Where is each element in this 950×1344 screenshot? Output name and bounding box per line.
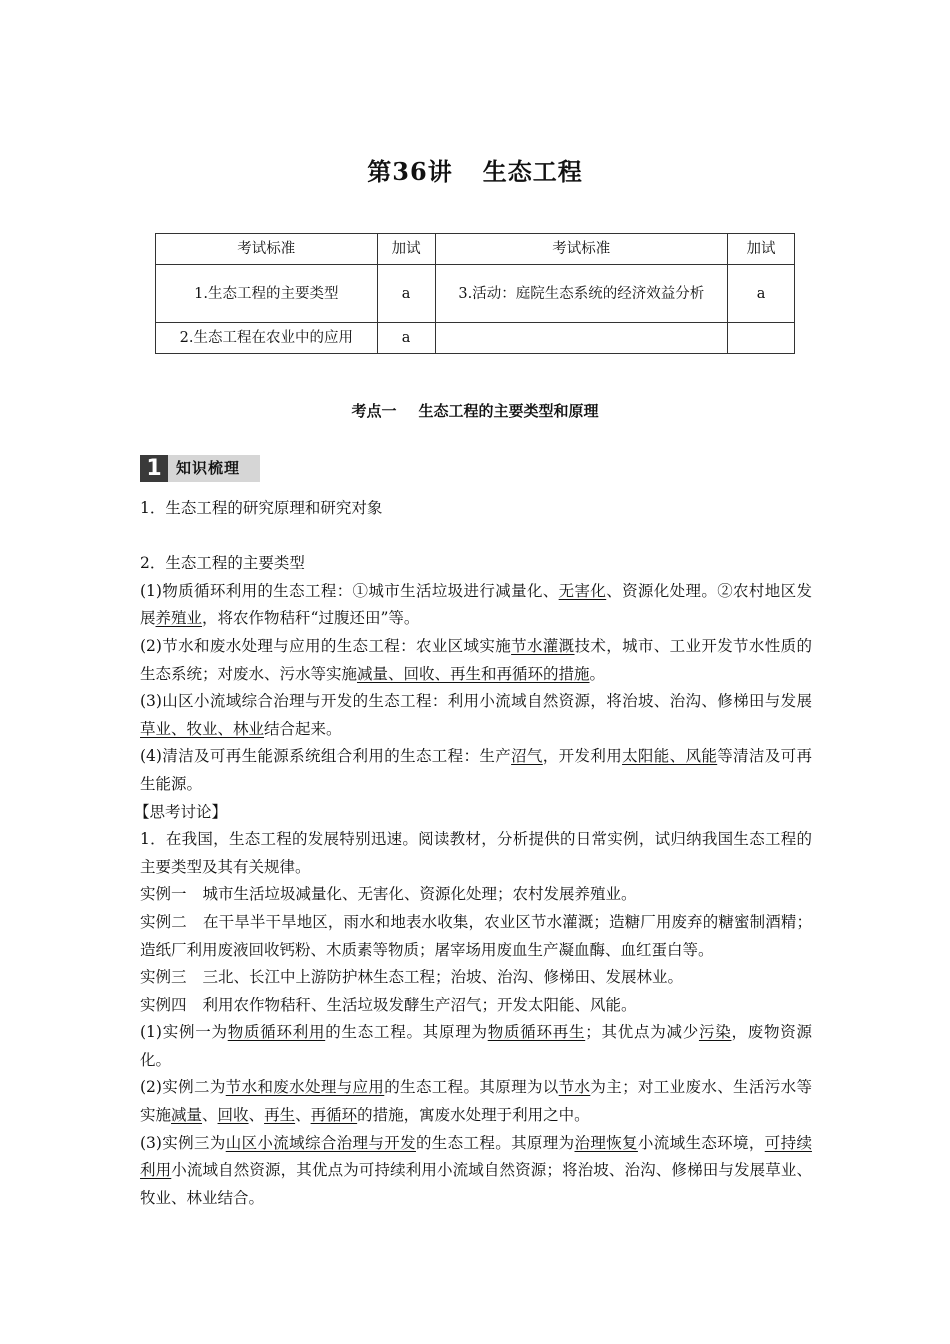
paragraph: (2)节水和废水处理与应用的生态工程：农业区域实施节水灌溉技术，城市、工业开发节水性质的生态系统；对废水、污水等实施减量、回收、再生和再循环的措施。 [140, 636, 812, 683]
banner-label: 知识梳理 [176, 459, 241, 477]
answer-blank: 物质循环利用 [227, 1023, 326, 1042]
example-item: 实例三 三北、长江中上游防护林生态工程；治坡、治沟、修梯田、发展林业。 [140, 968, 684, 987]
paragraph: 1．生态工程的研究原理和研究对象 [140, 499, 383, 517]
paragraph: 2．生态工程的主要类型 [140, 554, 305, 573]
paragraph: (4)清洁及可再生能源系统组合利用的生态工程：生产沼气，开发利用太阳能、风能等清洁及可再生能源。 [140, 747, 812, 793]
paragraph: (1)实例一为物质循环利用的生态工程。其原理为物质循环再生；其优点为减少污染，废物资源化。 [140, 1023, 812, 1069]
example-item: 实例二 在干旱半干旱地区，雨水和地表水收集，农业区节水灌溉；造糖厂用废弃的糖蜜制酒精；造纸厂利用废液回收钙粉、木质素等物质；屠宰场用废血生产凝血酶、血红蛋白等。 [140, 912, 812, 959]
knowledge-banner [140, 455, 260, 482]
exam-standards-table [155, 233, 795, 354]
table-row [156, 265, 795, 323]
paragraph: 1．在我国，生态工程的发展特别迅速。阅读教材，分析提供的日常实例，试归纳我国生态工程的主要类型及其有关规律。 [140, 830, 812, 876]
answer-blank: 无害化 [558, 581, 607, 600]
answer-blank: 可持续利用 [140, 1133, 812, 1180]
table-row [156, 323, 795, 354]
discussion-heading: 【思考讨论】 [134, 802, 228, 821]
answer-blank: 沼气 [511, 747, 543, 766]
content-body [134, 495, 812, 1212]
header-cell: 加试 [377, 234, 435, 265]
answer-blank: 节水灌溉 [511, 636, 575, 655]
paragraph: (2)实例二为节水和废水处理与应用的生态工程。其原理为以节水为主；对工业废水、生活污水等实施减量、回收、再生、再循环的措施，寓废水处理于利用之中。 [140, 1078, 812, 1125]
banner-number: 1 [140, 455, 168, 482]
paragraph: (1)物质循环利用的生态工程：①城市生活垃圾进行减量化、无害化、资源化处理。②农村地区发展养殖业，将农作物秸秆“过腹还田”等。 [140, 581, 812, 628]
header-cell: 考试标准 [156, 234, 378, 265]
table-cell: 1.生态工程的主要类型 [156, 265, 378, 323]
answer-blank: 山区小流域综合治理与开发 [225, 1133, 416, 1152]
answer-blank: 养殖业 [155, 609, 203, 628]
lecture-title: 生态工程 [482, 157, 583, 186]
paragraph: (3)山区小流域综合治理与开发的生态工程：利用小流域自然资源，将治坡、治沟、修梯田与发展草业、牧业、林业结合起来。 [140, 692, 812, 738]
answer-blank: 减量 [171, 1106, 203, 1125]
answer-blank: 回收 [217, 1106, 249, 1125]
answer-blank: 节水 [558, 1078, 591, 1097]
answer-blank: 治理恢复 [574, 1133, 638, 1152]
page-title [0, 152, 950, 187]
example-item: 实例四 利用农作物秸秆、生活垃圾发酵生产沼气；开发太阳能、风能。 [140, 995, 637, 1014]
table-cell: a [377, 265, 435, 323]
answer-blank: 再生 [264, 1106, 296, 1125]
answer-blank: 节水和废水处理与应用 [225, 1078, 385, 1097]
paragraph: (3)实例三为山区小流域综合治理与开发的生态工程。其原理为治理恢复小流域生态环境，可持续利用小流域自然资源，其优点为可持续利用小流域自然资源；将治坡、治沟、修梯田与发展草业、牧业、林业结合。 [140, 1133, 812, 1207]
table-cell: a [728, 265, 795, 323]
example-item: 实例一 城市生活垃圾减量化、无害化、资源化处理；农村发展养殖业。 [140, 885, 637, 904]
header-cell: 考试标准 [435, 234, 728, 265]
table-cell: 2.生态工程在农业中的应用 [156, 323, 378, 354]
table-cell [435, 323, 728, 354]
table-header-row [156, 234, 795, 265]
answer-blank: 草业、牧业、林业 [140, 719, 265, 738]
section-title [0, 400, 950, 421]
answer-blank: 物质循环再生 [487, 1023, 586, 1042]
table-cell: a [377, 323, 435, 354]
answer-blank: 减量、回收、再生和再循环的措施 [357, 664, 590, 683]
header-cell: 加试 [728, 234, 795, 265]
answer-blank: 再循环 [310, 1106, 358, 1125]
table-cell: 3.活动：庭院生态系统的经济效益分析 [435, 265, 728, 323]
section-name: 生态工程的主要类型和原理 [418, 402, 599, 420]
lecture-number: 第36讲 [367, 157, 453, 186]
table-cell [728, 323, 795, 354]
answer-blank: 污染 [698, 1023, 732, 1042]
section-number: 考点一 [351, 402, 397, 420]
answer-blank: 太阳能、风能 [622, 747, 718, 766]
